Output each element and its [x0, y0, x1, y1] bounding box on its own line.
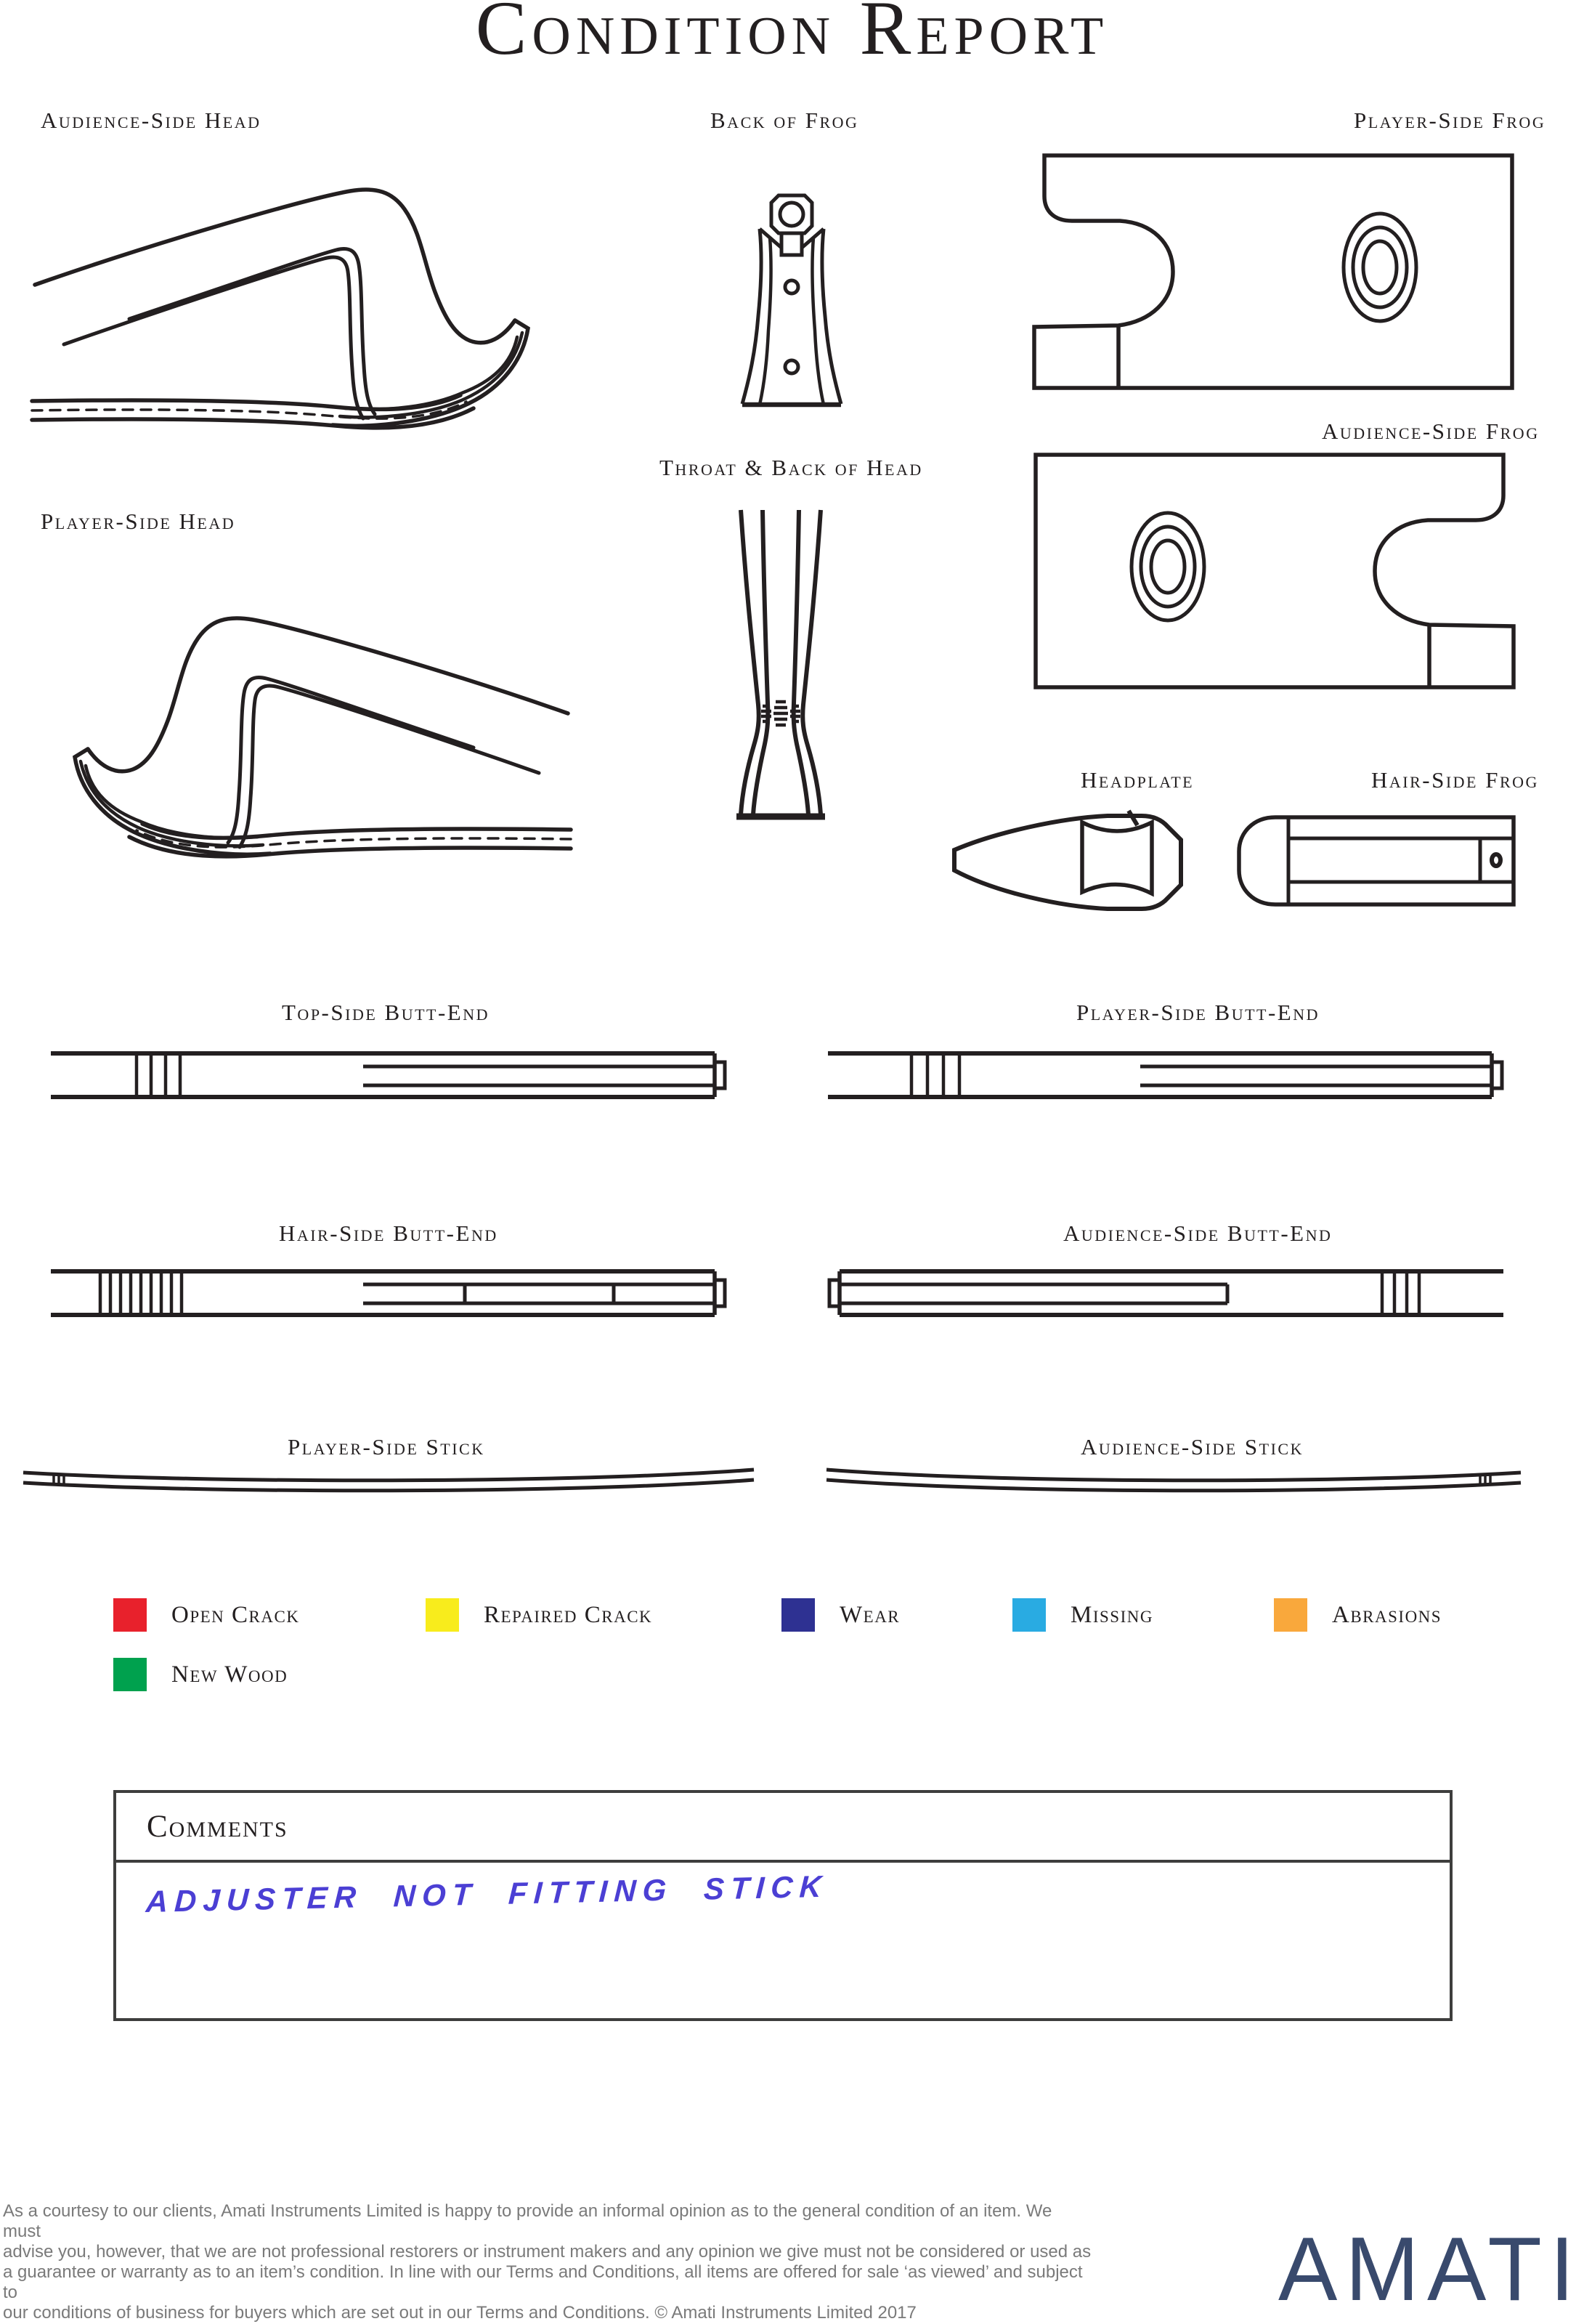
abrasions-label: Abrasions — [1332, 1601, 1442, 1628]
disclaimer-line: As a courtesy to our clients, Amati Instruments Limited is happy to provide an informal opinion as to the general condition of an item. We must — [3, 2201, 1052, 2241]
comments-box — [113, 1790, 1453, 2021]
headplate-diagram — [951, 808, 1191, 917]
throat-back-of-head-diagram — [734, 509, 828, 821]
player-side-butt-end-diagram — [828, 1046, 1503, 1104]
open-crack-label: Open Crack — [171, 1601, 300, 1628]
missing-label: Missing — [1071, 1601, 1153, 1628]
legend-item-repaired-crack — [426, 1598, 652, 1632]
legend-item-open-crack — [113, 1598, 299, 1632]
hair-side-butt-end-label: Hair-Side Butt-End — [279, 1220, 498, 1246]
player-side-stick-label: Player-Side Stick — [288, 1434, 485, 1459]
audience-side-head-label: Audience-Side Head — [41, 108, 261, 133]
repaired-crack-label: Repaired Crack — [484, 1601, 653, 1628]
disclaimer-line: advise you, however, that we are not professional restorers or instrument makers and any opinion we give must not be considered or used as — [3, 2242, 1092, 2262]
audience-side-head-diagram — [22, 145, 574, 450]
winding-marks — [100, 1271, 182, 1315]
new-wood-swatch — [113, 1658, 147, 1691]
player-side-butt-end-label: Player-Side Butt-End — [1076, 1000, 1320, 1025]
player-side-stick-diagram — [22, 1466, 755, 1492]
open-crack-swatch — [113, 1598, 147, 1632]
top-side-butt-end-label: Top-Side Butt-End — [282, 1000, 490, 1025]
new-wood-label: New Wood — [171, 1661, 288, 1688]
disclaimer-line: a guarantee or warranty as to an item’s condition. In line with our Terms and Conditions, all items are offered for sale ‘as viewed’ and subject to — [3, 2262, 1083, 2302]
audience-side-frog-diagram — [1027, 450, 1515, 692]
audience-side-stick-diagram — [825, 1466, 1522, 1492]
audience-side-butt-end-diagram — [828, 1264, 1503, 1322]
audience-side-frog-label: Audience-Side Frog — [1322, 418, 1540, 444]
legend-item-wear — [781, 1598, 900, 1632]
hair-side-frog-label: Hair-Side Frog — [1371, 767, 1539, 793]
wear-label: Wear — [840, 1601, 901, 1628]
hair-side-frog-diagram — [1227, 814, 1518, 908]
back-of-frog-diagram — [734, 193, 850, 410]
comments-heading: Comments — [116, 1793, 1450, 1863]
player-side-frog-diagram — [1033, 151, 1518, 392]
throat-back-of-head-label: Throat & Back of Head — [659, 455, 923, 480]
audience-side-stick-label: Audience-Side Stick — [1081, 1434, 1304, 1459]
legend-item-abrasions — [1274, 1598, 1442, 1632]
back-of-frog-label: Back of Frog — [710, 108, 859, 133]
repaired-crack-swatch — [426, 1598, 459, 1632]
player-side-head-diagram — [29, 574, 581, 879]
frog-eyelet — [1492, 854, 1500, 866]
disclaimer-text — [3, 2201, 1092, 2323]
disclaimer-line: our conditions of business for buyers which are set out in our Terms and Conditions. © Amati Instruments Limited 2017 — [3, 2303, 917, 2323]
hair-side-butt-end-diagram — [51, 1264, 726, 1322]
handwritten-note: ADJUSTER NOT FITTING STICK — [145, 1868, 829, 1919]
missing-swatch — [1012, 1598, 1046, 1632]
player-side-frog-label: Player-Side Frog — [1354, 108, 1546, 133]
abrasions-swatch — [1274, 1598, 1307, 1632]
winding-marks — [1382, 1271, 1419, 1315]
page-title: Condition Report — [475, 0, 1109, 70]
player-side-head-label: Player-Side Head — [41, 509, 236, 534]
headplate-label: Headplate — [1081, 767, 1195, 793]
top-side-butt-end-diagram — [51, 1046, 726, 1104]
audience-side-butt-end-label: Audience-Side Butt-End — [1063, 1220, 1333, 1246]
legend-item-new-wood — [113, 1658, 288, 1691]
amati-logo: AMATI — [1278, 2218, 1583, 2320]
legend-item-missing — [1012, 1598, 1153, 1632]
wear-swatch — [781, 1598, 815, 1632]
